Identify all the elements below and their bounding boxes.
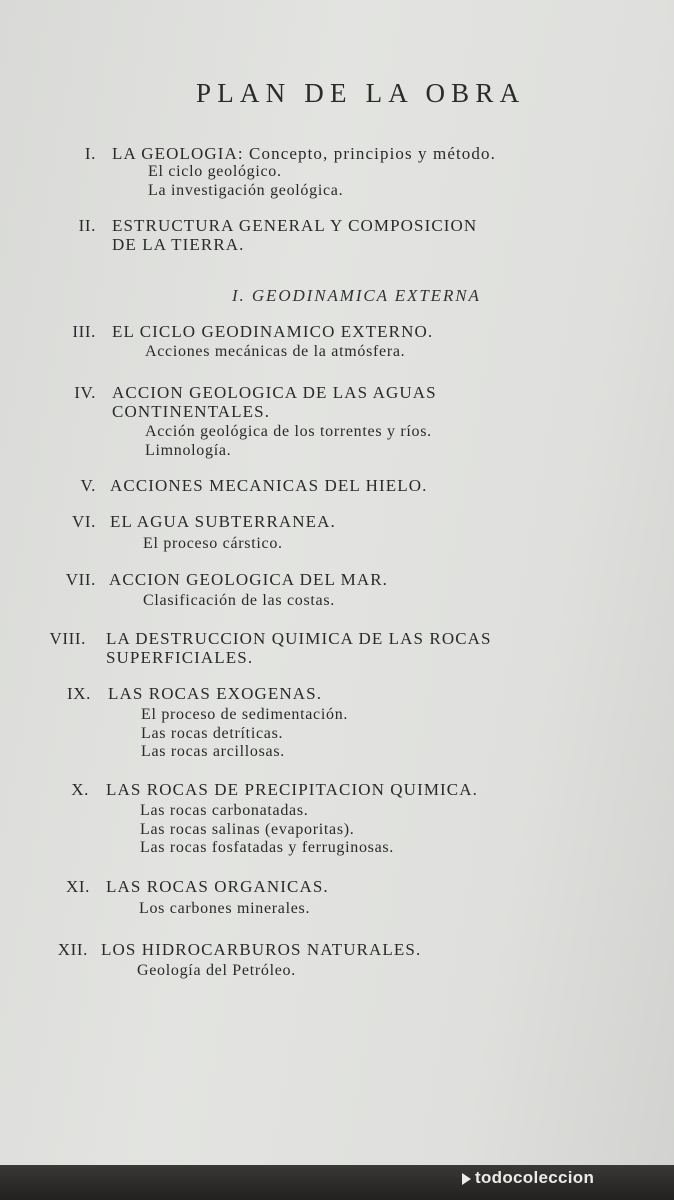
chapter-number: VII. <box>65 570 96 589</box>
chapter-title-line: LOS HIDROCARBUROS NATURALES. <box>101 940 422 959</box>
subtopic: El proceso de sedimentación. <box>141 706 349 723</box>
subtopic: El ciclo geológico. <box>148 163 282 180</box>
chapter-title-line: ACCIONES MECANICAS DEL HIELO. <box>110 476 428 495</box>
chapter-number: X. <box>71 780 89 799</box>
subtopic: La investigación geológica. <box>148 181 344 199</box>
chapter-number: VI. <box>72 512 96 531</box>
chapter-title <box>109 570 388 589</box>
section-heading: I. GEODINAMICA EXTERNA <box>232 286 481 305</box>
chapter-title-line: ESTRUCTURA GENERAL Y COMPOSICION <box>112 216 478 235</box>
chapter-title <box>112 144 496 163</box>
chapter-number: IX. <box>67 684 91 703</box>
page-title: PLAN DE LA OBRA <box>196 78 526 108</box>
subtopic: Las rocas detríticas. <box>141 724 284 742</box>
chapter-number: III. <box>72 322 96 341</box>
chapter-title <box>110 512 336 531</box>
chapter-number: II. <box>78 216 96 235</box>
chapter-title-line: ACCION GEOLOGICA DE LAS AGUAS <box>112 383 437 402</box>
subtopic: Acción geológica de los torrentes y ríos. <box>145 423 432 440</box>
chapter-number: VIII. <box>49 629 86 648</box>
subtopic: Limnología. <box>145 441 232 459</box>
chapter-title-line: LA DESTRUCCION QUIMICA DE LAS ROCAS <box>106 629 492 648</box>
chapter-subtopics <box>139 900 310 919</box>
watermark-text: todocoleccion <box>475 1168 595 1187</box>
chapter-title-line: CONTINENTALES. <box>112 402 271 421</box>
chapter-title-line: LAS ROCAS DE PRECIPITACION QUIMICA. <box>106 780 478 799</box>
chapter-title-line: LA GEOLOGIA: Concepto, principios y método. <box>112 144 496 163</box>
chapter-title-line: EL AGUA SUBTERRANEA. <box>110 512 336 531</box>
chapter-title-line: DE LA TIERRA. <box>112 235 245 254</box>
chapter-title <box>108 684 322 703</box>
chapter-subtopics <box>143 535 283 554</box>
chapter-number: V. <box>80 476 96 495</box>
chapter-subtopics <box>137 962 296 981</box>
subtopic: Geología del Petróleo. <box>137 962 296 979</box>
chapter-title <box>112 322 433 341</box>
chapter-title <box>106 780 478 799</box>
subtopic: Las rocas carbonatadas. <box>140 802 309 819</box>
chapter-title-line: LAS ROCAS ORGANICAS. <box>106 877 329 896</box>
chapter-subtopics <box>143 592 335 611</box>
subtopic: Las rocas arcillosas. <box>141 743 285 760</box>
subtopic: El proceso cárstico. <box>143 535 283 552</box>
chapter-title <box>106 877 329 896</box>
chapter-title <box>112 383 437 421</box>
chapter-title <box>110 476 427 495</box>
subtopic: Los carbones minerales. <box>139 900 311 917</box>
chapter-title-line: LAS ROCAS EXOGENAS. <box>108 684 323 703</box>
watermark <box>462 1168 594 1188</box>
chapter-subtopics <box>140 802 394 858</box>
chapter-subtopics <box>145 343 405 362</box>
subtopic: Acciones mecánicas de la atmósfera. <box>145 343 406 360</box>
chapter-number: XII. <box>57 940 88 959</box>
subtopic: Clasificación de las costas. <box>143 592 335 609</box>
subtopic: Las rocas salinas (evaporitas). <box>140 820 355 838</box>
chapter-title <box>112 216 477 254</box>
chapter-number: IV. <box>74 383 96 402</box>
chapter-subtopics <box>145 423 432 460</box>
subtopic: Las rocas fosfatadas y ferruginosas. <box>140 839 395 856</box>
chapter-title-line: ACCION GEOLOGICA DEL MAR. <box>109 570 389 589</box>
chapter-title-line: EL CICLO GEODINAMICO EXTERNO. <box>112 322 434 341</box>
chapter-title <box>101 940 421 959</box>
watermark-logo-icon <box>462 1173 471 1185</box>
chapter-number: XI. <box>66 877 90 896</box>
chapter-number: I. <box>84 144 96 163</box>
chapter-subtopics <box>148 163 343 200</box>
chapter-subtopics <box>141 706 348 762</box>
chapter-title-line: SUPERFICIALES. <box>106 648 254 667</box>
chapter-title <box>106 629 492 667</box>
